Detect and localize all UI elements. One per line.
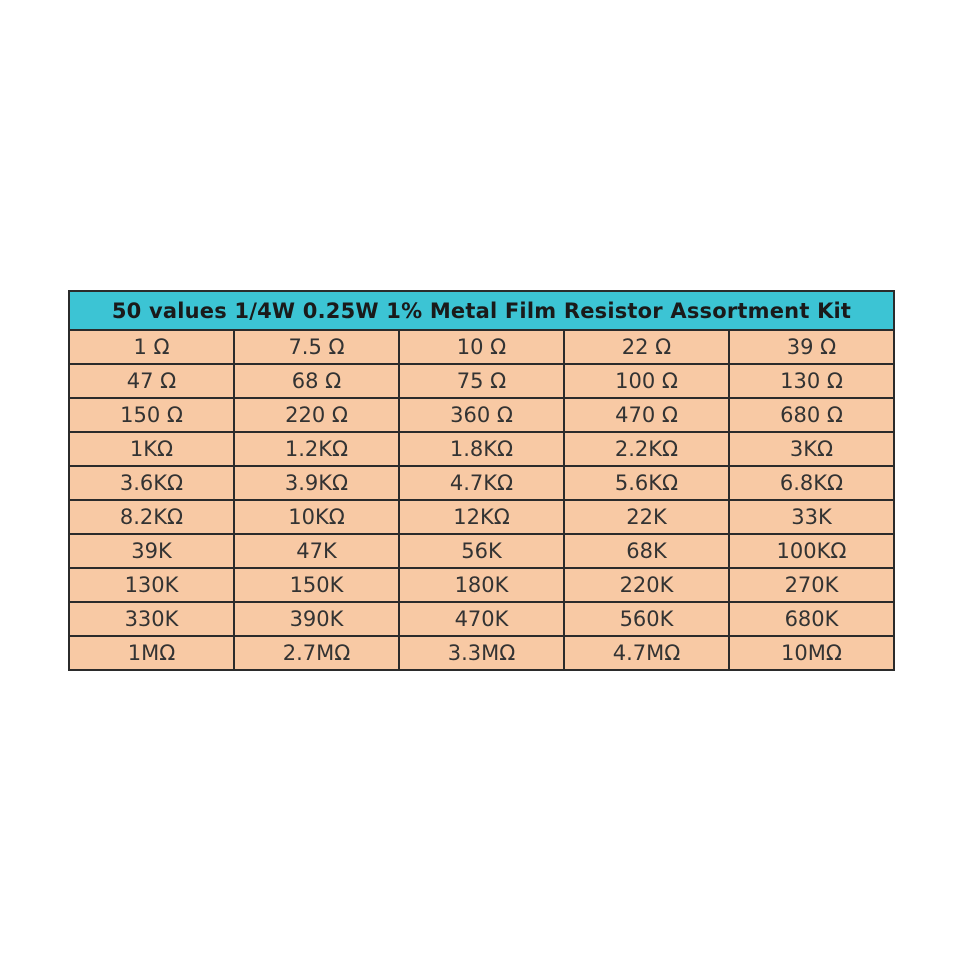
resistor-value-cell: 3KΩ: [729, 432, 894, 466]
table-row: [69, 364, 894, 398]
resistor-value-cell: 39 Ω: [729, 330, 894, 364]
table-row: [69, 602, 894, 636]
resistor-value-cell: 560K: [564, 602, 729, 636]
resistor-value-cell: 1 Ω: [69, 330, 234, 364]
resistor-value-cell: 75 Ω: [399, 364, 564, 398]
resistor-value-cell: 10KΩ: [234, 500, 399, 534]
resistor-value-cell: 680K: [729, 602, 894, 636]
resistor-value-cell: 470 Ω: [564, 398, 729, 432]
table-row: [69, 534, 894, 568]
resistor-value-cell: 56K: [399, 534, 564, 568]
table-row: [69, 466, 894, 500]
resistor-value-cell: 270K: [729, 568, 894, 602]
resistor-value-cell: 130K: [69, 568, 234, 602]
resistor-value-cell: 3.9KΩ: [234, 466, 399, 500]
resistor-value-cell: 100KΩ: [729, 534, 894, 568]
resistor-value-cell: 330K: [69, 602, 234, 636]
resistor-value-cell: 4.7MΩ: [564, 636, 729, 670]
resistor-value-cell: 22 Ω: [564, 330, 729, 364]
resistor-value-cell: 220 Ω: [234, 398, 399, 432]
resistor-value-cell: 1KΩ: [69, 432, 234, 466]
resistor-value-cell: 470K: [399, 602, 564, 636]
resistor-value-cell: 47 Ω: [69, 364, 234, 398]
table-body: [69, 330, 894, 670]
resistor-value-cell: 390K: [234, 602, 399, 636]
resistor-value-cell: 7.5 Ω: [234, 330, 399, 364]
resistor-value-cell: 2.7MΩ: [234, 636, 399, 670]
resistor-value-cell: 68K: [564, 534, 729, 568]
table-row: [69, 568, 894, 602]
resistor-value-cell: 1.8KΩ: [399, 432, 564, 466]
resistor-value-cell: 3.6KΩ: [69, 466, 234, 500]
resistor-value-cell: 22K: [564, 500, 729, 534]
resistor-value-cell: 47K: [234, 534, 399, 568]
resistor-value-cell: 150K: [234, 568, 399, 602]
table-row: [69, 500, 894, 534]
resistor-value-cell: 680 Ω: [729, 398, 894, 432]
resistor-value-cell: 6.8KΩ: [729, 466, 894, 500]
resistor-value-cell: 360 Ω: [399, 398, 564, 432]
resistor-value-cell: 4.7KΩ: [399, 466, 564, 500]
resistor-value-cell: 150 Ω: [69, 398, 234, 432]
resistor-kit-table: [68, 290, 895, 671]
resistor-value-cell: 39K: [69, 534, 234, 568]
table-row: [69, 398, 894, 432]
table-header-row: [69, 291, 894, 330]
resistor-value-cell: 2.2KΩ: [564, 432, 729, 466]
resistor-value-cell: 3.3MΩ: [399, 636, 564, 670]
resistor-value-cell: 8.2KΩ: [69, 500, 234, 534]
resistor-value-cell: 1.2KΩ: [234, 432, 399, 466]
table-title: 50 values 1/4W 0.25W 1% Metal Film Resistor Assortment Kit: [69, 291, 894, 330]
resistor-value-cell: 130 Ω: [729, 364, 894, 398]
resistor-value-cell: 220K: [564, 568, 729, 602]
resistor-value-cell: 10MΩ: [729, 636, 894, 670]
resistor-value-cell: 5.6KΩ: [564, 466, 729, 500]
resistor-value-cell: 180K: [399, 568, 564, 602]
table-row: [69, 636, 894, 670]
resistor-value-cell: 68 Ω: [234, 364, 399, 398]
table-row: [69, 432, 894, 466]
resistor-value-cell: 100 Ω: [564, 364, 729, 398]
resistor-value-cell: 1MΩ: [69, 636, 234, 670]
resistor-value-cell: 33K: [729, 500, 894, 534]
resistor-value-cell: 12KΩ: [399, 500, 564, 534]
table-row: [69, 330, 894, 364]
resistor-value-cell: 10 Ω: [399, 330, 564, 364]
